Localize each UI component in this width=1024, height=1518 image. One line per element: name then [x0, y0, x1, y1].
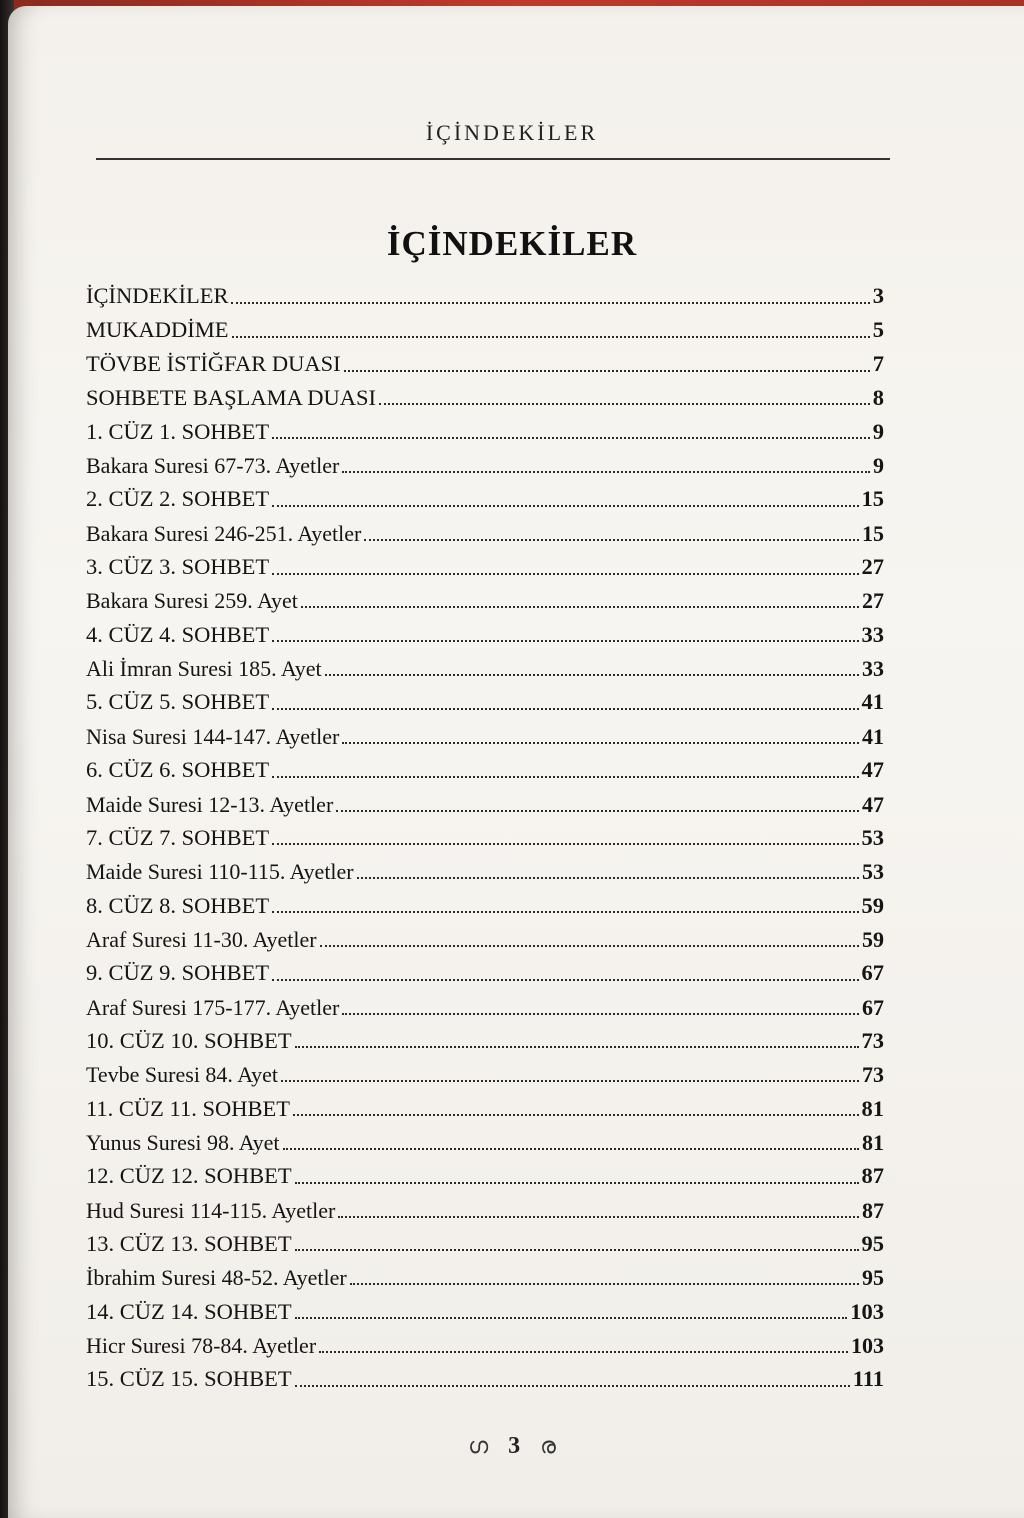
toc-entry [86, 1056, 884, 1090]
dot-leader [272, 640, 858, 642]
toc-entry-page-number: 9 [873, 453, 884, 479]
toc-entry-page-number: 27 [861, 554, 884, 580]
toc-entry-title: Maide Suresi 12-13. Ayetler [86, 791, 334, 817]
dot-leader [295, 1182, 859, 1184]
toc-entry-page-number: 41 [861, 689, 884, 715]
toc-entry-title: Ali İmran Suresi 185. Ayet [86, 656, 322, 682]
toc-entry-title: 13. CÜZ 13. SOHBET [86, 1230, 292, 1256]
toc-entry [86, 921, 884, 955]
dot-leader [272, 911, 858, 913]
toc-entry-title: 12. CÜZ 12. SOHBET [86, 1163, 292, 1189]
toc-entry-page-number: 8 [872, 384, 884, 410]
toc-entry-title: 3. CÜZ 3. SOHBET [86, 554, 270, 580]
header-rule [96, 158, 890, 160]
toc-entry [86, 989, 884, 1023]
page-number: 3 [508, 1432, 521, 1459]
toc-entry-title: 9. CÜZ 9. SOHBET [86, 960, 270, 986]
toc-entry [86, 887, 884, 921]
dot-leader [319, 1351, 848, 1353]
toc-entry-title: 15. CÜZ 15. SOHBET [86, 1366, 292, 1392]
toc-entry-page-number: 41 [862, 723, 884, 749]
running-header: İÇİNDEKİLER [425, 120, 599, 145]
toc-entry [86, 1226, 884, 1260]
dot-leader [301, 606, 859, 608]
dot-leader [338, 1216, 859, 1218]
dot-leader [336, 810, 859, 812]
toc-entry [86, 583, 884, 617]
dot-leader [342, 1013, 859, 1015]
dot-leader [350, 1283, 859, 1285]
toc-entry-title: İbrahim Suresi 48-52. Ayetler [86, 1265, 347, 1291]
toc-entry [86, 616, 884, 650]
toc-entry [86, 447, 884, 481]
toc-entry [86, 1023, 884, 1057]
toc-entry-page-number: 81 [862, 1129, 884, 1155]
toc-entry [86, 1192, 884, 1226]
toc-entry [86, 515, 884, 549]
toc-entry-title: 5. CÜZ 5. SOHBET [86, 689, 270, 715]
dot-leader [295, 1385, 850, 1387]
toc-entry [86, 752, 884, 786]
toc-entry [86, 650, 884, 684]
dot-leader [295, 1249, 859, 1251]
toc-entry [86, 718, 884, 752]
page-title: İÇİNDEKİLER [386, 224, 638, 263]
toc-entry [86, 346, 884, 380]
toc-entry-page-number: 95 [861, 1230, 884, 1256]
toc-entry-page-number: 59 [861, 892, 884, 918]
dot-leader [342, 471, 870, 473]
dot-leader [293, 1114, 859, 1116]
toc-entry-page-number: 103 [851, 1333, 884, 1358]
toc-entry-page-number: 15 [862, 520, 884, 546]
dot-leader [272, 505, 858, 507]
toc-entry [86, 1090, 884, 1124]
dot-leader [272, 708, 858, 710]
toc-entry-title: Hicr Suresi 78-84. Ayetler [86, 1333, 317, 1358]
toc-entry [86, 1293, 884, 1327]
toc-entry-page-number: 103 [850, 1298, 884, 1324]
toc-entry-page-number: 81 [861, 1095, 884, 1121]
swirl-ornament-left-icon: ഗ [468, 1433, 489, 1459]
toc-entry [86, 481, 884, 515]
dot-leader [364, 539, 859, 541]
toc-entry [86, 1327, 884, 1361]
toc-entry [86, 684, 884, 718]
toc-entry-page-number: 111 [852, 1366, 884, 1392]
toc-entry-title: MUKADDİME [86, 317, 229, 343]
dot-leader [272, 573, 858, 575]
toc-entry-title: 6. CÜZ 6. SOHBET [86, 757, 270, 783]
toc-entry-title: Bakara Suresi 259. Ayet [86, 588, 298, 614]
toc-entry [86, 1361, 884, 1395]
toc-entry-title: SOHBETE BAŞLAMA DUASI [86, 384, 377, 410]
toc-entry-page-number: 5 [872, 317, 884, 343]
dot-leader [325, 674, 859, 676]
toc-entry-title: 8. CÜZ 8. SOHBET [86, 892, 270, 918]
toc-entry-page-number: 9 [872, 418, 884, 444]
page-footer [0, 1432, 1024, 1460]
dot-leader [281, 1080, 859, 1082]
toc-entry [86, 1124, 884, 1158]
toc-entry-title: 4. CÜZ 4. SOHBET [86, 621, 270, 647]
toc-entry [86, 853, 884, 887]
toc-entry-title: 11. CÜZ 11. SOHBET [86, 1095, 290, 1121]
table-of-contents [86, 278, 884, 1395]
toc-entry-page-number: 59 [862, 926, 884, 952]
toc-entry [86, 820, 884, 854]
dot-leader [283, 1148, 859, 1150]
toc-entry [86, 312, 884, 346]
toc-entry-title: Tevbe Suresi 84. Ayet [86, 1062, 278, 1088]
toc-entry [86, 413, 884, 447]
dot-leader [231, 302, 869, 304]
toc-entry-page-number: 33 [862, 656, 884, 682]
toc-entry-page-number: 47 [861, 757, 884, 783]
toc-entry-title: İÇİNDEKİLER [86, 283, 229, 309]
toc-entry-page-number: 73 [862, 1062, 884, 1088]
dot-leader [344, 370, 870, 372]
toc-entry-page-number: 67 [862, 994, 884, 1020]
swirl-ornament-right-icon: ര [540, 1433, 556, 1459]
toc-entry-page-number: 15 [861, 486, 884, 512]
toc-entry-page-number: 47 [862, 791, 884, 817]
toc-entry-page-number: 53 [862, 859, 884, 885]
toc-entry-title: Araf Suresi 11-30. Ayetler [86, 926, 317, 952]
toc-entry-page-number: 7 [872, 351, 884, 377]
toc-entry-title: TÖVBE İSTİĞFAR DUASI [86, 351, 341, 377]
toc-entry [86, 278, 884, 312]
dot-leader [272, 843, 858, 845]
toc-entry [86, 1158, 884, 1192]
dot-leader [295, 1046, 859, 1048]
dot-leader [320, 945, 859, 947]
toc-entry-page-number: 67 [861, 960, 884, 986]
toc-entry-title: 14. CÜZ 14. SOHBET [86, 1298, 292, 1324]
dot-leader [379, 403, 870, 405]
toc-entry [86, 786, 884, 820]
dot-leader [272, 979, 858, 981]
toc-entry-page-number: 95 [862, 1265, 884, 1291]
dot-leader [295, 1317, 848, 1319]
toc-entry-title: Bakara Suresi 246-251. Ayetler [86, 520, 362, 546]
toc-entry-title: Bakara Suresi 67-73. Ayetler [86, 453, 340, 479]
toc-entry [86, 1259, 884, 1293]
dot-leader [272, 776, 858, 778]
toc-entry-title: 10. CÜZ 10. SOHBET [86, 1027, 292, 1053]
toc-entry-title: Araf Suresi 175-177. Ayetler [86, 994, 340, 1020]
toc-entry-title: Maide Suresi 110-115. Ayetler [86, 859, 354, 885]
toc-entry-title: 1. CÜZ 1. SOHBET [86, 418, 270, 444]
toc-entry-page-number: 27 [862, 588, 884, 614]
toc-entry [86, 955, 884, 989]
toc-entry-page-number: 3 [872, 283, 884, 309]
toc-entry-title: Hud Suresi 114-115. Ayetler [86, 1197, 336, 1223]
toc-entry-page-number: 33 [861, 621, 884, 647]
toc-entry-page-number: 73 [861, 1027, 884, 1053]
toc-entry-page-number: 87 [861, 1163, 884, 1189]
toc-entry-title: Yunus Suresi 98. Ayet [86, 1129, 280, 1155]
toc-entry [86, 380, 884, 414]
dot-leader [272, 437, 870, 439]
dot-leader [342, 742, 859, 744]
toc-entry [86, 549, 884, 583]
dot-leader [357, 877, 859, 879]
toc-entry-title: Nisa Suresi 144-147. Ayetler [86, 723, 340, 749]
toc-entry-title: 2. CÜZ 2. SOHBET [86, 486, 270, 512]
toc-entry-page-number: 53 [861, 824, 884, 850]
dot-leader [232, 336, 870, 338]
toc-entry-page-number: 87 [862, 1197, 884, 1223]
toc-entry-title: 7. CÜZ 7. SOHBET [86, 824, 270, 850]
